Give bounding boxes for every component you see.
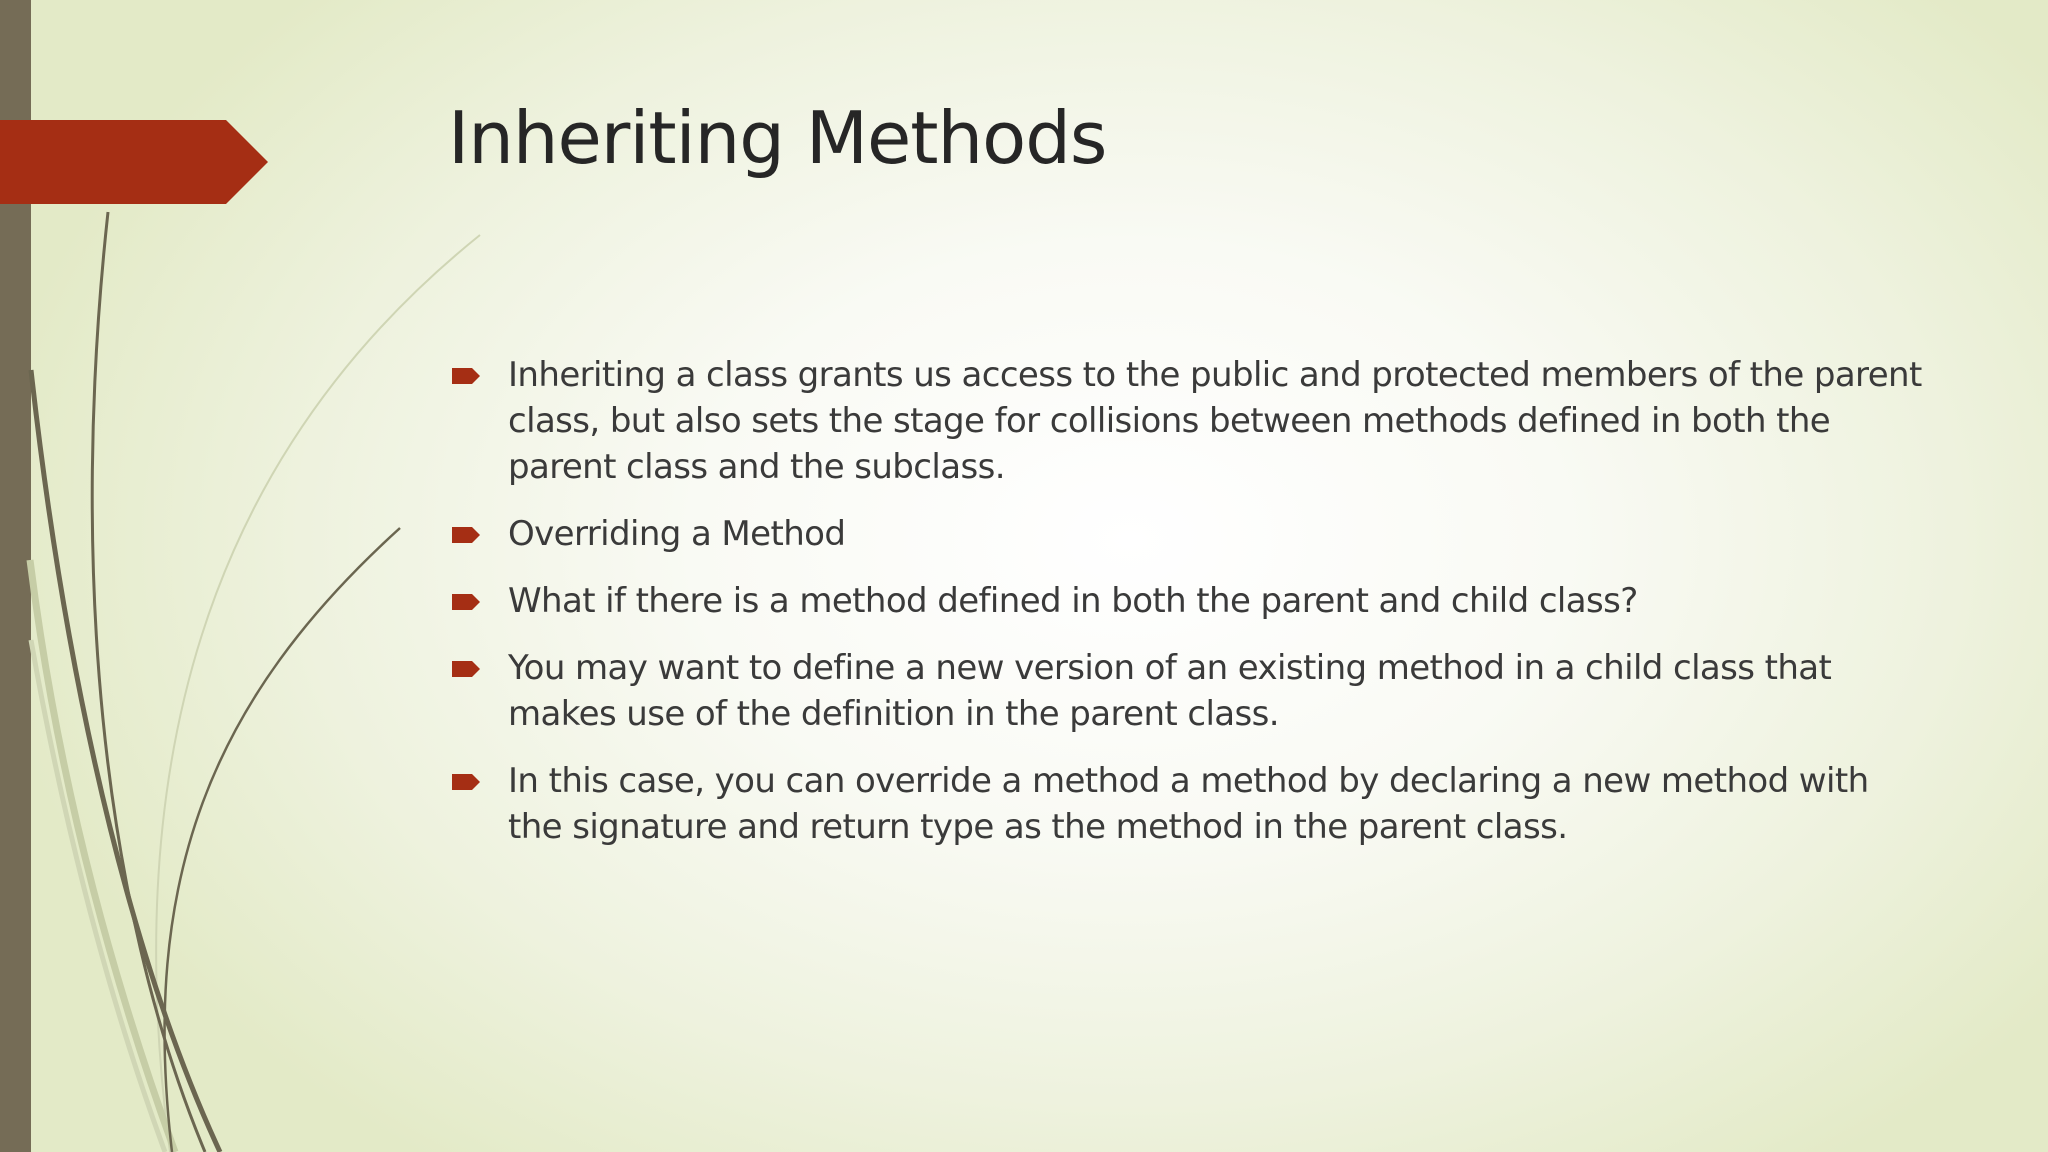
curve-light-2 (30, 560, 175, 1152)
arrow-bullet-icon (452, 774, 480, 790)
bullet-text: In this case, you can override a method a method by declaring a new method with the signature and return type as the method in the parent class. (508, 761, 1869, 847)
bullet-item (448, 758, 1928, 850)
arrow-bullet-icon (452, 527, 480, 543)
bullet-list (448, 352, 1928, 871)
curve-dark-3 (165, 528, 400, 1152)
slide-title: Inheriting Methods (448, 96, 1107, 180)
bullet-text: Inheriting a class grants us access to the public and protected members of the parent class, but also sets the stage for collisions between methods defined in both the parent class and the subclass. (508, 355, 1922, 487)
arrow-bullet-icon (452, 368, 480, 384)
arrow-bullet-icon (452, 661, 480, 677)
curve-light-1 (156, 235, 480, 1152)
bullet-item (448, 645, 1928, 737)
bullet-text: You may want to define a new version of an existing method in a child class that makes use of the definition in the parent class. (508, 648, 1832, 734)
arrow-bullet-icon (452, 594, 480, 610)
bullet-item (448, 578, 1928, 624)
bullet-text: What if there is a method defined in both the parent and child class? (508, 581, 1638, 621)
bullet-item (448, 511, 1928, 557)
bullet-item (448, 352, 1928, 490)
bullet-text: Overriding a Method (508, 514, 846, 554)
title-arrow-banner (0, 120, 268, 204)
